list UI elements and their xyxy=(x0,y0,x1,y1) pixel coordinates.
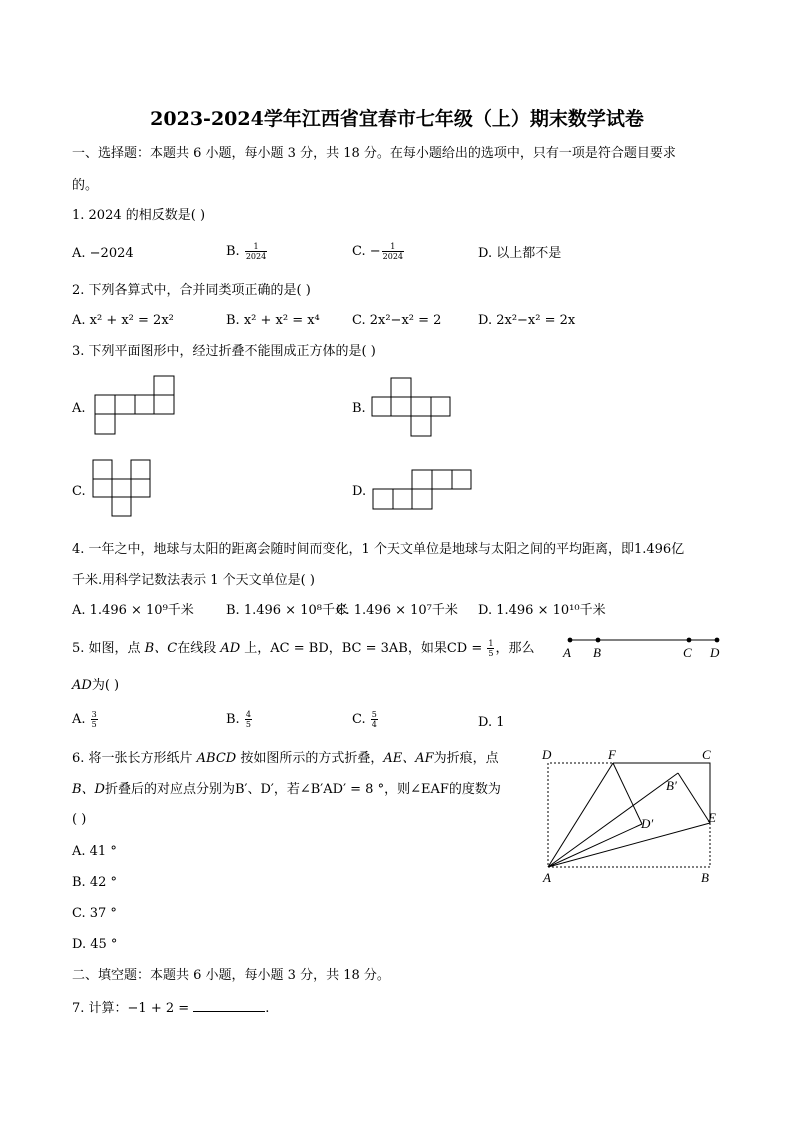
q4-line1: 4. 一年之中，地球与太阳的距离会随时间而变化，1 个天文单位是地球与太阳之间的平均距离，即1.496亿 xyxy=(72,542,685,557)
section2-heading: 二、填空题：本题共 6 小题，每小题 3 分，共 18 分。 xyxy=(72,968,390,983)
q5-option-c: C. $\frac{5}{4}$ xyxy=(352,710,377,729)
q1-option-a: A. −2024 xyxy=(72,246,134,261)
q6-edge-fd1 xyxy=(613,763,642,824)
q1-option-d: D. 以上都不是 xyxy=(478,246,562,261)
q5-point-b xyxy=(596,638,601,643)
q3-stem: 3. 下列平面图形中，经过折叠不能围成正方体的是( ) xyxy=(72,344,376,359)
q3-net-a xyxy=(94,376,176,436)
q1-stem: 1. 2024 的相反数是( ) xyxy=(72,208,206,223)
q7-answer-blank[interactable] xyxy=(193,999,265,1012)
q4-option-d: D. 1.496 × 10¹⁰千米 xyxy=(478,603,606,618)
q1-b-fraction: $\frac{1}{2024}$ xyxy=(245,242,267,261)
q6-label-a: A xyxy=(543,870,551,885)
q3-net-c xyxy=(92,459,154,519)
q5-c-fraction: $\frac{5}{4}$ xyxy=(371,710,377,729)
q6-option-b: B. 42 ° xyxy=(72,875,117,890)
q3-option-a: A. xyxy=(72,401,86,416)
q6-edge-ab1 xyxy=(548,773,678,867)
q5-line2: AD为( ) xyxy=(72,678,120,693)
q3-option-d: D. xyxy=(352,484,367,499)
q5-a-fraction: $\frac{3}{5}$ xyxy=(91,710,97,729)
q4-option-c: C. 1.496 × 10⁷千米 xyxy=(336,603,458,618)
q5-point-a xyxy=(568,638,573,643)
q6-label-b-prime: B′ xyxy=(666,778,677,793)
q5-b-fraction: $\frac{4}{5}$ xyxy=(245,710,251,729)
q6-label-e: E xyxy=(708,810,716,825)
q2-option-a: A. x² + x² = 2x² xyxy=(72,313,174,328)
q5-option-d: D. 1 xyxy=(478,715,505,730)
q6-label-f: F xyxy=(608,747,616,762)
q6-fold-af xyxy=(548,763,613,867)
q3-net-d xyxy=(372,469,474,511)
page-title: 2023-2024学年江西省宜春市七年级（上）期末数学试卷 xyxy=(150,108,644,130)
q5-label-d: D xyxy=(710,645,720,660)
q5-cd-fraction: $\frac{1}{5}$ xyxy=(488,639,494,658)
q5-point-d xyxy=(715,638,720,643)
q6-dotted-edges xyxy=(548,763,710,867)
q1-option-b: B. $\frac{1}{2024}$ xyxy=(226,242,267,261)
q2-option-c: C. 2x²−x² = 2 xyxy=(352,313,442,328)
q5-label-c: C xyxy=(683,645,692,660)
q6-label-d: D xyxy=(542,747,552,762)
q6-label-d-prime: D′ xyxy=(641,816,654,831)
q6-label-c: C xyxy=(702,747,711,762)
q4-option-a: A. 1.496 × 10⁹千米 xyxy=(72,603,194,618)
section1-line2: 的。 xyxy=(72,178,99,193)
q7-line: 7. 计算：−1 + 2 = . xyxy=(72,1001,270,1016)
q6-line3: ( ) xyxy=(72,812,87,827)
q3-net-b xyxy=(371,378,453,438)
q5-option-b: B. $\frac{4}{5}$ xyxy=(226,710,251,729)
q6-option-d: D. 45 ° xyxy=(72,937,118,952)
q6-label-b: B xyxy=(701,870,709,885)
q6-option-c: C. 37 ° xyxy=(72,906,117,921)
q5-point-c xyxy=(687,638,692,643)
q2-stem: 2. 下列各算式中，合并同类项正确的是( ) xyxy=(72,283,311,298)
q6-option-a: A. 41 ° xyxy=(72,844,117,859)
q5-line1: 5. 如图，点 B、C在线段 AD 上，AC = BD，BC = 3AB，如果CD = $\frac{1}{5}$ ，那么 xyxy=(72,639,535,658)
q5-label-b: B xyxy=(593,645,601,660)
q6-edge-b1e xyxy=(678,773,710,823)
q4-line2: 千米.用科学记数法表示 1 个天文单位是( ) xyxy=(72,573,315,588)
q1-c-fraction: $\frac{1}{2024}$ xyxy=(382,242,403,261)
q5-segment-figure xyxy=(562,632,724,662)
q4-option-b: B. 1.496 × 10⁸千米 xyxy=(226,603,348,618)
q1-option-c: C. − $\frac{1}{2024}$ xyxy=(352,242,403,261)
q6-line1: 6. 将一张长方形纸片 ABCD 按如图所示的方式折叠，AE、AF为折痕，点 xyxy=(72,751,499,766)
q2-option-d: D. 2x²−x² = 2x xyxy=(478,313,576,328)
q3-option-b: B. xyxy=(352,401,366,416)
section1-line1: 一、选择题：本题共 6 小题，每小题 3 分，共 18 分。在每小题给出的选项中，只有一项是符合题目要求 xyxy=(72,146,676,161)
q2-option-b: B. x² + x² = x⁴ xyxy=(226,313,320,328)
q6-fold-figure xyxy=(538,744,728,889)
q5-label-a: A xyxy=(563,645,571,660)
q3-option-c: C. xyxy=(72,484,86,499)
q5-option-a: A. $\frac{3}{5}$ xyxy=(72,710,97,729)
q6-line2: B、D折叠后的对应点分别为B′、D′，若∠B′AD′ = 8 °，则∠EAF的度数为 xyxy=(72,782,501,797)
